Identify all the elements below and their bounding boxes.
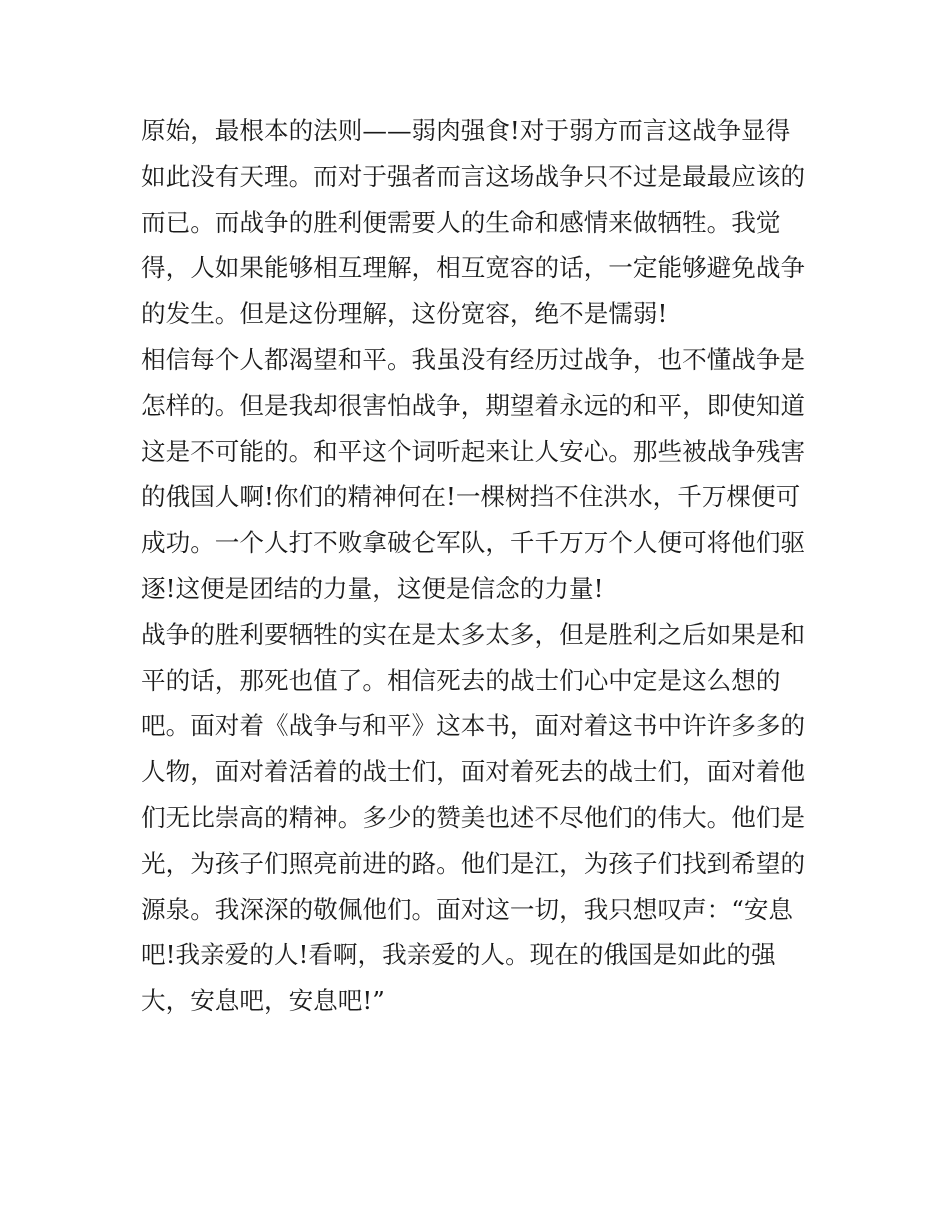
text-line: 相信每个人都渴望和平。我虽没有经历过战争，也不懂战争是 bbox=[141, 344, 806, 374]
text-line: 怎样的。但是我却很害怕战争，期望着永远的和平，即使知道 bbox=[141, 390, 806, 420]
essay-body bbox=[141, 108, 821, 1024]
text-line: 大，安息吧，安息吧!” bbox=[141, 986, 385, 1016]
text-line: 吧!我亲爱的人!看啊，我亲爱的人。现在的俄国是如此的强 bbox=[141, 940, 776, 970]
text-line: 人物，面对着活着的战士们，面对着死去的战士们，面对着他 bbox=[141, 757, 806, 787]
text-line: 逐!这便是团结的力量，这便是信念的力量! bbox=[141, 573, 604, 603]
text-line: 平的话，那死也值了。相信死去的战士们心中定是这么想的 bbox=[141, 665, 781, 695]
text-line: 如此没有天理。而对于强者而言这场战争只不过是最最应该的 bbox=[141, 161, 806, 191]
text-line: 成功。一个人打不败拿破仑军队，千千万万个人便可将他们驱 bbox=[141, 528, 806, 558]
text-line: 光，为孩子们照亮前进的路。他们是江，为孩子们找到希望的 bbox=[141, 848, 806, 878]
text-line: 们无比崇高的精神。多少的赞美也述不尽他们的伟大。他们是 bbox=[141, 802, 806, 832]
text-line: 的俄国人啊!你们的精神何在!一棵树挡不住洪水，千万棵便可 bbox=[141, 482, 801, 512]
text-line: 而已。而战争的胜利便需要人的生命和感情来做牺牲。我觉 bbox=[141, 207, 781, 237]
text-line: 得，人如果能够相互理解，相互宽容的话，一定能够避免战争 bbox=[141, 253, 806, 283]
text-line: 这是不可能的。和平这个词听起来让人安心。那些被战争残害 bbox=[141, 436, 806, 466]
text-line: 战争的胜利要牺牲的实在是太多太多，但是胜利之后如果是和 bbox=[141, 619, 806, 649]
text-line: 原始，最根本的法则——弱肉强食!对于弱方而言这战争显得 bbox=[141, 116, 791, 145]
text-line: 的发生。但是这份理解，这份宽容，绝不是懦弱! bbox=[141, 299, 668, 329]
text-line: 吧。面对着《战争与和平》这本书，面对着这书中许许多多的 bbox=[141, 711, 806, 741]
text-line: 源泉。我深深的敬佩他们。面对这一切，我只想叹声：“安息 bbox=[141, 894, 794, 924]
